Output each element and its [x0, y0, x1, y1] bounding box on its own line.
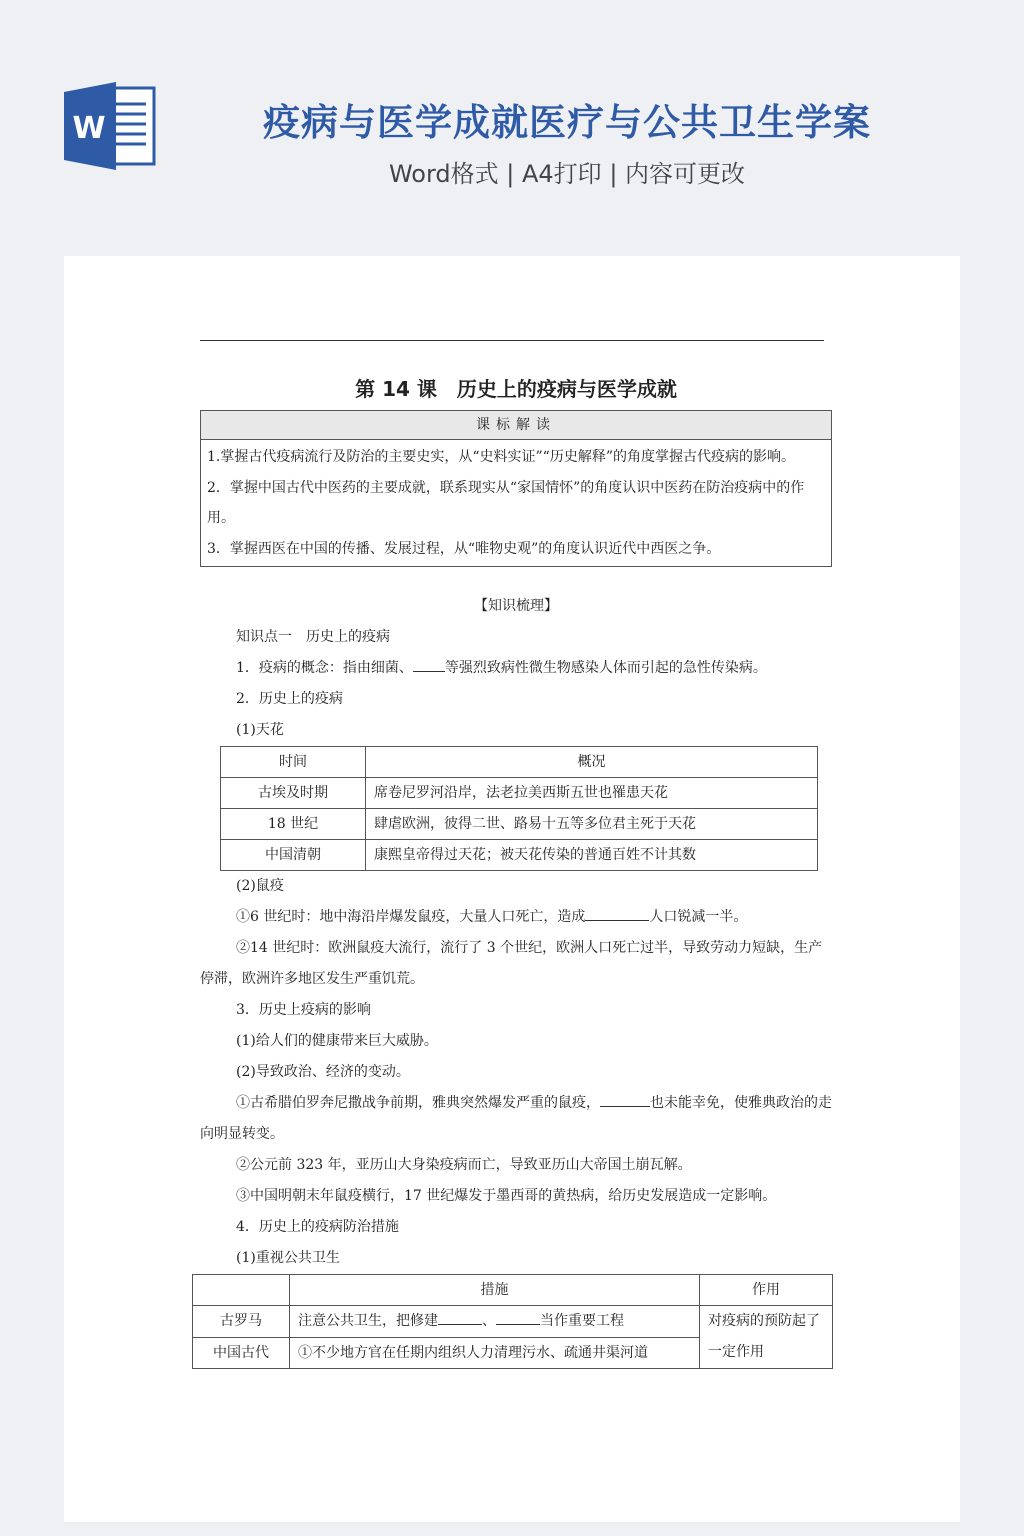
paragraph: ②14 世纪时：欧洲鼠疫大流行，流行了 3 个世纪，欧洲人口死亡过半，导致劳动力短缺，生产停滞，欧洲许多地区发生严重饥荒。 [200, 940, 823, 987]
table-row: 古埃及时期 席卷尼罗河沿岸，法老拉美西斯五世也罹患天花 [221, 778, 818, 809]
standard-item: 1.掌握古代疫病流行及防治的主要史实，从“史料实证”“历史解释”的角度掌握古代疫病的影响。 [207, 449, 795, 465]
table-row: 中国清朝 康熙皇帝得过天花；被天花传染的普通百姓不计其数 [221, 840, 818, 871]
paragraph: ③中国明朝末年鼠疫横行，17 世纪爆发于墨西哥的黄热病，给历史发展造成一定影响。 [236, 1188, 777, 1204]
paragraph: 2．历史上的疫病 [236, 691, 343, 707]
table-row: 18 世纪 肆虐欧洲，彼得二世、路易十五等多位君主死于天花 [221, 809, 818, 840]
paragraph: (1)给人们的健康带来巨大威胁。 [236, 1033, 438, 1049]
paragraph: 3．历史上疫病的影响 [236, 1002, 371, 1018]
section-heading: 【知识梳理】 [474, 598, 558, 614]
paragraph: (2)鼠疫 [236, 878, 284, 894]
table-row: 古罗马 注意公共卫生，把修建 、 当作重要工程 对疫病的预防起了一定作用 [193, 1306, 833, 1338]
svg-text:W: W [72, 111, 106, 146]
paragraph: (1)天花 [236, 722, 284, 738]
paragraph: (1)重视公共卫生 [236, 1250, 340, 1266]
knowledge-point: 知识点一 历史上的疫病 [236, 629, 390, 645]
smallpox-table: 时间 概况 古埃及时期 席卷尼罗河沿岸，法老拉美西斯五世也罹患天花 18 世纪 肆虐欧洲，彼得二世、路易十五等多位君主死于天花 中国清朝 康熙皇帝得过天花；被天花传染的普通百姓不计其数 [220, 746, 818, 871]
paragraph: ①古希腊伯罗奔尼撒战争前期，雅典突然爆发严重的鼠疫， 也未能幸免，使雅典政治的走向明显转变。 [200, 1095, 832, 1142]
paragraph: 1．疫病的概念：指由细菌、 等强烈致病性微生物感染人体而引起的急性传染病。 [236, 660, 767, 676]
fill-blank[interactable] [600, 1093, 650, 1107]
header-rule [200, 340, 824, 341]
paragraph: ②公元前 323 年，亚历山大身染疫病而亡，导致亚历山大帝国土崩瓦解。 [236, 1157, 692, 1173]
standard-item: 2．掌握中国古代中医药的主要成就，联系现实从“家国情怀”的角度认识中医药在防治疫病中的作用。 [207, 479, 805, 526]
page-title: 疫病与医学成就医疗与公共卫生学案 [263, 101, 871, 144]
paragraph: ①6 世纪时：地中海沿岸爆发鼠疫，大量人口死亡，造成 人口锐减一半。 [236, 909, 748, 925]
fill-blank[interactable] [585, 907, 649, 921]
table-row: 中国古代 ①不少地方官在任期内组织人力清理污水、疏通井渠河道 [193, 1337, 833, 1369]
document-page [64, 256, 960, 1522]
standard-item: 3．掌握西医在中国的传播、发展过程，从“唯物史观”的角度认识近代中西医之争。 [207, 540, 721, 557]
fill-blank[interactable] [496, 1311, 540, 1325]
hygiene-table: 措施 作用 古罗马 注意公共卫生，把修建 、 当作重要工程 对疫病的预防起了一定作用 中国古代 ①不少地方官在任期内组织人力清理污水、疏通井渠河道 [192, 1274, 833, 1369]
fill-blank[interactable] [438, 1311, 482, 1325]
standards-head: 课标解读 [201, 411, 832, 440]
standards-table [200, 410, 832, 567]
paragraph: (2)导致政治、经济的变动。 [236, 1064, 410, 1080]
page-subtitle: Word格式 | A4打印 | 内容可更改 [388, 160, 746, 188]
fill-blank[interactable] [413, 658, 445, 672]
paragraph: 4．历史上的疫病防治措施 [236, 1219, 399, 1235]
lesson-title: 第 14 课 历史上的疫病与医学成就 [355, 377, 677, 401]
